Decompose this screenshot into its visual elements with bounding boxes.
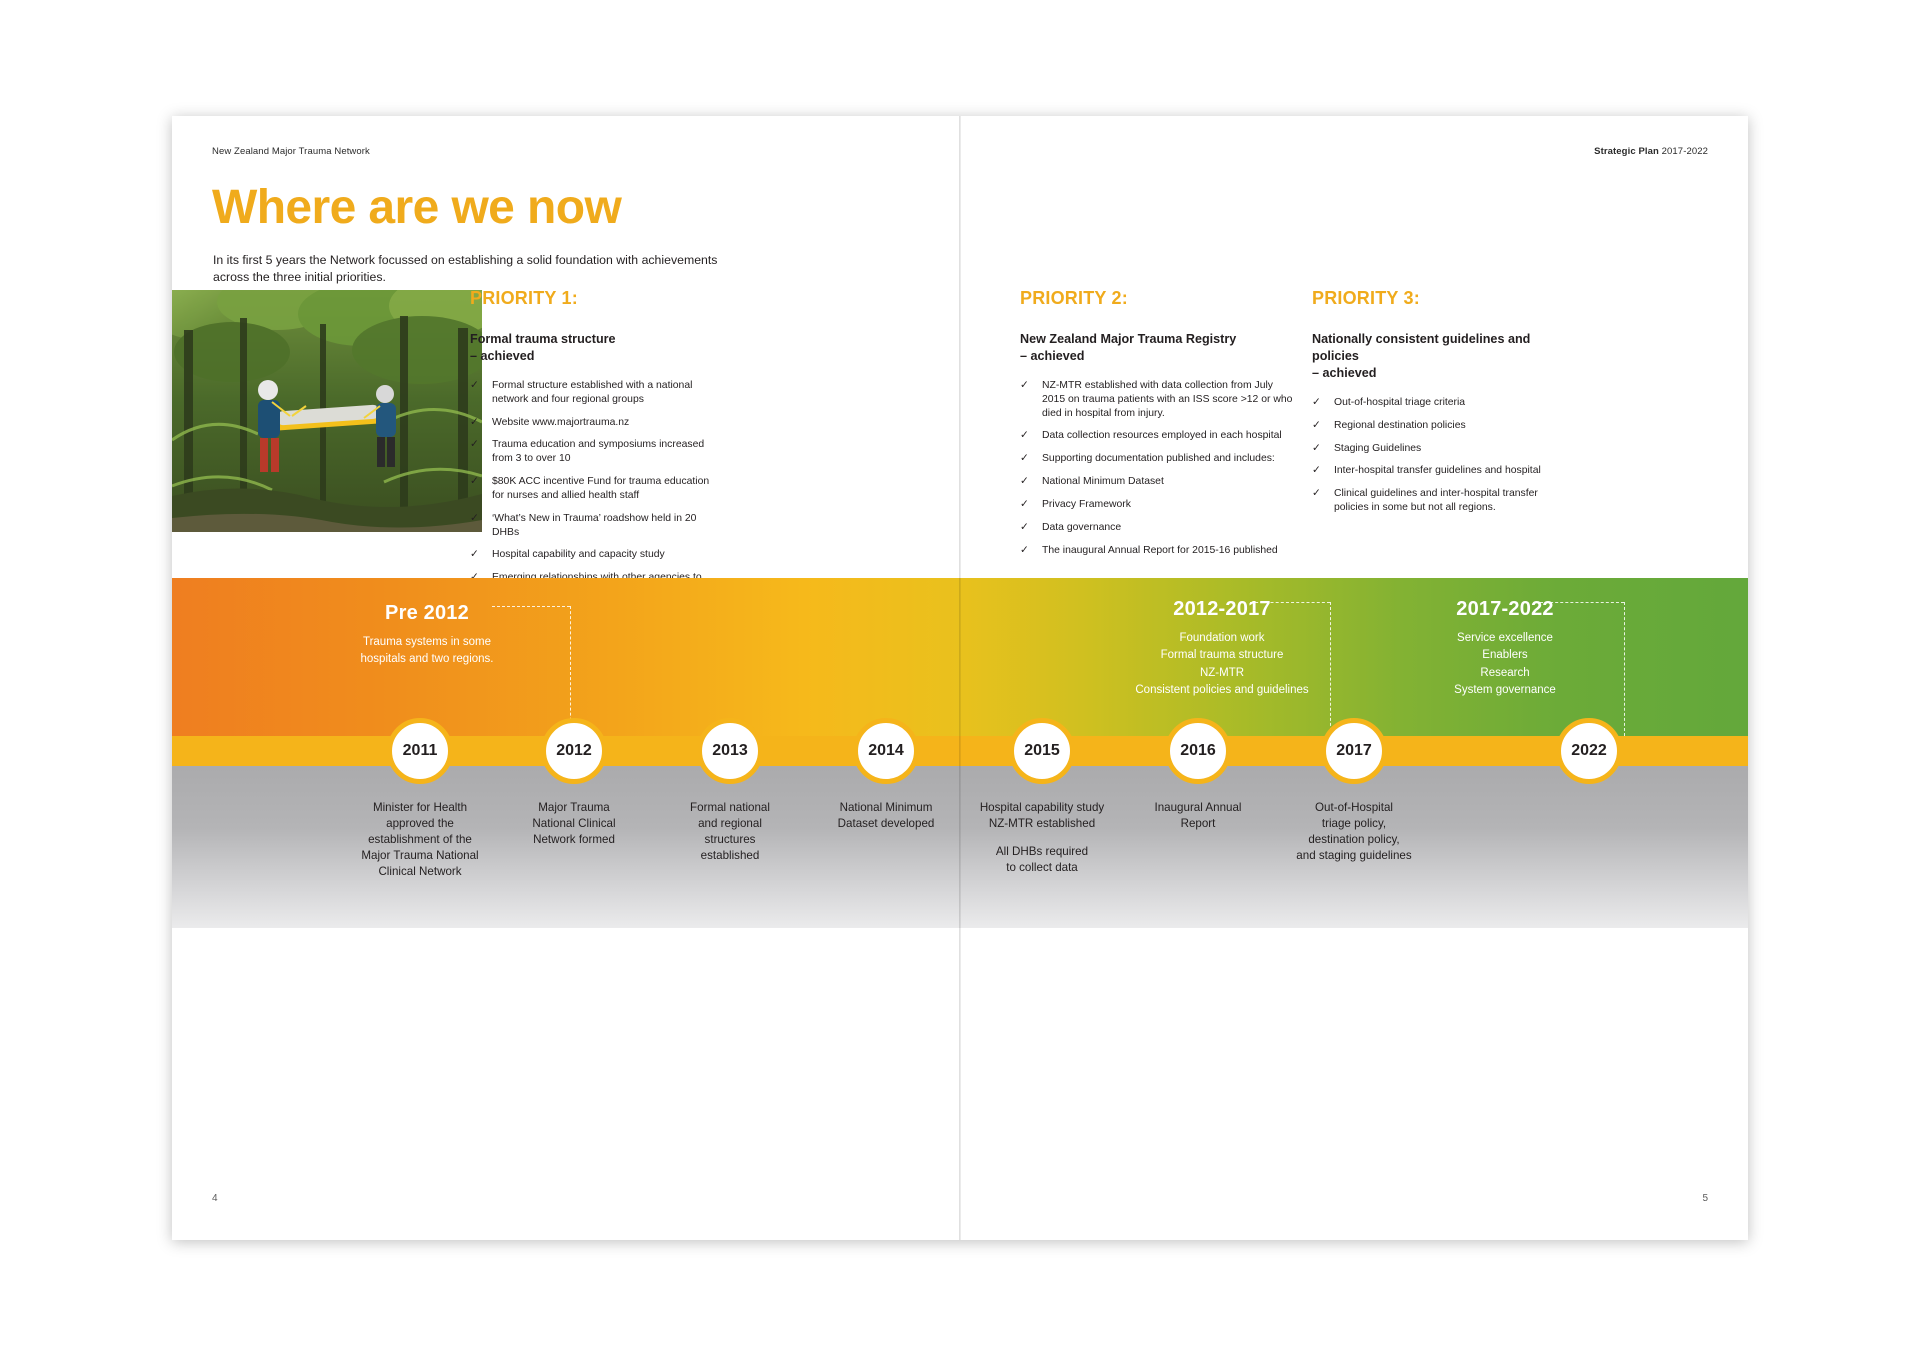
label-line: established [700, 849, 760, 863]
list-item [470, 475, 718, 503]
check-icon: ✓ [470, 379, 479, 391]
list-item [1020, 379, 1298, 420]
list-item [1020, 498, 1298, 512]
priority-1-column [470, 288, 718, 608]
timeline-node-2014[interactable]: 2014 [853, 718, 919, 784]
check-icon: ✓ [470, 548, 479, 561]
timeline-node-2022[interactable]: 2022 [1556, 718, 1622, 784]
label-line: approved the [386, 817, 454, 831]
priority-3-list [1312, 396, 1574, 515]
list-item-text: Privacy Framework [1042, 498, 1131, 510]
list-item [470, 416, 718, 430]
list-item [1312, 487, 1574, 515]
list-item [1020, 452, 1298, 466]
timeline-label-2012 [489, 800, 659, 848]
page-number-left: 4 [212, 1193, 218, 1204]
label-line: Major Trauma National [361, 849, 479, 863]
check-icon: ✓ [1020, 497, 1029, 510]
label-line: establishment of the [368, 833, 472, 847]
priority-2-subheading-line1: New Zealand Major Trauma Registry [1020, 332, 1237, 346]
running-head-right [1594, 146, 1708, 157]
list-item-text: Inter-hospital transfer guidelines and hospital [1334, 465, 1541, 477]
check-icon: ✓ [470, 511, 479, 524]
timeline-node-2017[interactable]: 2017 [1321, 718, 1387, 784]
era-line: Formal trauma structure [1160, 649, 1284, 662]
list-item-text: Data collection resources employed in each hospital [1042, 430, 1282, 442]
list-item-text: National Minimum Dataset [1042, 476, 1164, 488]
list-item-text: Clinical guidelines and inter-hospital transfer policies in some but not all regions. [1334, 488, 1538, 514]
label-line: Report [1180, 817, 1216, 831]
era-line: Foundation work [1179, 632, 1265, 644]
era-line: Consistent policies and guidelines [1135, 683, 1309, 696]
running-head-bold: Strategic Plan [1594, 146, 1659, 157]
label-line: to collect data [1006, 861, 1078, 875]
timeline-label-2014 [801, 800, 971, 832]
label-line: Formal national [690, 801, 770, 814]
label-line: National Clinical [532, 817, 616, 831]
check-icon: ✓ [470, 475, 479, 488]
list-item [1020, 429, 1298, 443]
label-line: Out-of-Hospital [1315, 801, 1393, 814]
label-line: Clinical Network [378, 865, 462, 879]
priority-2-subheading-line2: – achieved [1020, 349, 1085, 363]
era-bracket-3 [1624, 602, 1625, 736]
photo-illustration [172, 290, 482, 532]
check-icon: ✓ [1312, 441, 1321, 454]
list-item-text: Data governance [1042, 521, 1122, 533]
rescue-photo [172, 290, 482, 532]
check-icon: ✓ [1312, 396, 1321, 408]
list-item [470, 379, 718, 407]
list-item [470, 438, 718, 466]
era-line: Service excellence [1457, 632, 1553, 644]
list-item-text: Staging Guidelines [1334, 442, 1422, 454]
label-line: All DHBs required [995, 845, 1089, 859]
list-item [1020, 475, 1298, 489]
priority-3-subheading [1312, 331, 1574, 382]
priority-1-subheading-line2: – achieved [470, 349, 535, 363]
list-item-text: NZ-MTR established with data collection from July 2015 on trauma patients with an ISS score >12 or who died in hospital from injury. [1042, 380, 1293, 419]
running-head-rest: 2017-2022 [1658, 146, 1708, 157]
era-line: NZ-MTR [1199, 666, 1245, 679]
priority-3-column [1312, 288, 1574, 524]
page-gutter [959, 116, 961, 1240]
priority-1-subheading-line1: Formal trauma structure [470, 332, 616, 346]
check-icon: ✓ [1312, 464, 1321, 477]
label-line: structures [704, 833, 756, 847]
era-title: 2012-2017 [1173, 598, 1271, 620]
intro-paragraph: In its first 5 years the Network focussed on establishing a solid foundation with achievements across the three initial priorities. [213, 253, 718, 284]
list-item [1312, 442, 1574, 456]
list-item-text: Trauma education and symposiums increased from 3 to over 10 [492, 439, 705, 465]
era-line: Trauma systems in some [362, 636, 492, 648]
label-line: triage policy, [1321, 817, 1387, 831]
timeline-label-2011 [330, 800, 510, 881]
label-spacer [952, 832, 1132, 844]
priority-1-heading: PRIORITY 1: [470, 288, 578, 308]
label-line: destination policy, [1308, 833, 1400, 847]
check-icon: ✓ [1312, 418, 1321, 431]
check-icon: ✓ [1020, 520, 1029, 533]
label-line: and staging guidelines [1296, 849, 1412, 863]
list-item [470, 548, 718, 562]
era-title: Pre 2012 [385, 602, 469, 624]
label-line: Dataset developed [837, 817, 935, 831]
priority-2-list [1020, 379, 1298, 557]
check-icon: ✓ [470, 438, 479, 451]
era-line: Enablers [1482, 649, 1528, 662]
check-icon: ✓ [470, 415, 479, 428]
timeline-node-2016[interactable]: 2016 [1165, 718, 1231, 784]
priority-1-subheading [470, 331, 718, 365]
era-line: System governance [1454, 683, 1556, 696]
timeline-label-2016 [1113, 800, 1283, 832]
list-item [1312, 419, 1574, 433]
priority-3-subheading-line1: Nationally consistent guidelines and policies [1312, 332, 1531, 363]
era-line: Research [1480, 666, 1530, 679]
check-icon: ✓ [1020, 475, 1029, 488]
era-title: 2017-2022 [1456, 598, 1554, 620]
list-item [470, 512, 718, 540]
check-icon: ✓ [1020, 543, 1029, 556]
priority-2-subheading [1020, 331, 1298, 365]
label-line: Major Trauma [538, 801, 610, 814]
timeline-label-2013 [645, 800, 815, 864]
check-icon: ✓ [1020, 379, 1029, 391]
running-head-left: New Zealand Major Trauma Network [212, 146, 370, 157]
list-item-text: Out-of-hospital triage criteria [1334, 397, 1466, 408]
timeline-era-pre-2012 [302, 602, 552, 669]
label-line: Minister for Health [372, 801, 468, 814]
list-item [1312, 396, 1574, 410]
list-item-text: ‘What’s New in Trauma’ roadshow held in 20 DHBs [492, 512, 697, 538]
label-line: Network formed [533, 833, 615, 847]
check-icon: ✓ [1312, 487, 1321, 500]
timeline-node-2011[interactable]: 2011 [387, 718, 453, 784]
list-item-text: Hospital capability and capacity study [492, 549, 665, 561]
page-title: Where are we now [212, 181, 622, 234]
timeline-label-2015 [952, 800, 1132, 876]
timeline-label-2017 [1264, 800, 1444, 864]
page-number-right: 5 [1702, 1193, 1708, 1204]
timeline-era-2017-2022 [1390, 598, 1620, 699]
label-line: NZ-MTR established [988, 817, 1096, 831]
label-line: Inaugural Annual [1154, 801, 1242, 814]
label-line: and regional [698, 817, 762, 831]
check-icon: ✓ [1020, 452, 1029, 465]
priority-2-column [1020, 288, 1298, 566]
priority-2-heading: PRIORITY 2: [1020, 288, 1128, 308]
list-item-text: Regional destination policies [1334, 419, 1466, 431]
era-bracket-1 [570, 606, 571, 736]
list-item-text: $80K ACC incentive Fund for trauma education for nurses and allied health staff [492, 476, 710, 501]
list-item-text: Formal structure established with a national network and four regional groups [492, 380, 693, 405]
era-line: hospitals and two regions. [360, 653, 494, 666]
list-item [1020, 544, 1298, 558]
page-spread [172, 116, 1748, 1240]
list-item-text: Website www.majortrauma.nz [492, 416, 630, 428]
label-line: National Minimum [839, 801, 933, 814]
check-icon: ✓ [1020, 429, 1029, 442]
list-item [1020, 521, 1298, 535]
priority-1-list [470, 379, 718, 599]
timeline-node-2012[interactable]: 2012 [541, 718, 607, 784]
timeline-node-2013[interactable]: 2013 [697, 718, 763, 784]
timeline-era-2012-2017 [1077, 598, 1367, 699]
label-line: Hospital capability study [979, 801, 1105, 814]
timeline-node-2015[interactable]: 2015 [1009, 718, 1075, 784]
list-item-text: The inaugural Annual Report for 2015-16 published [1042, 544, 1278, 556]
priority-3-subheading-line2: – achieved [1312, 366, 1377, 380]
priority-3-heading: PRIORITY 3: [1312, 288, 1420, 308]
list-item [1312, 464, 1574, 478]
list-item-text: Supporting documentation published and includes: [1042, 453, 1275, 465]
